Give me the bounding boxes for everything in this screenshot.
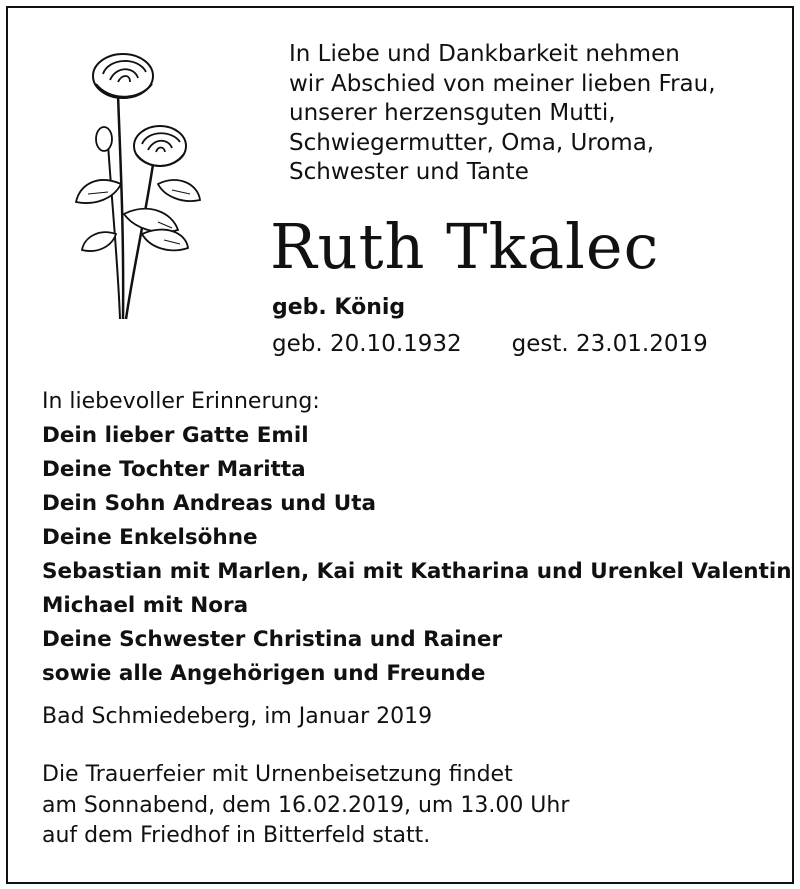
mourner-line: Deine Tochter Maritta — [42, 457, 306, 482]
intro-line: wir Abschied von meiner lieben Frau, — [289, 70, 716, 97]
intro-line: In Liebe und Dankbarkeit nehmen — [289, 41, 680, 67]
intro-line: Schwiegermutter, Oma, Uroma, — [289, 129, 655, 156]
death-date: gest. 23.01.2019 — [511, 331, 708, 357]
life-dates — [272, 331, 708, 357]
roses-icon — [68, 34, 208, 324]
intro-text — [289, 40, 716, 188]
place-date: Bad Schmiedeberg, im Januar 2019 — [42, 704, 433, 729]
mourner-line: sowie alle Angehörigen und Freunde — [42, 661, 486, 686]
funeral-line: Die Trauerfeier mit Urnenbeisetzung findet — [42, 762, 513, 787]
intro-line: unserer herzensguten Mutti, — [289, 100, 616, 126]
intro-line: Schwester und Tante — [289, 159, 529, 185]
birth-date: geb. 20.10.1932 — [272, 331, 462, 357]
funeral-line: auf dem Friedhof in Bitterfeld statt. — [42, 823, 431, 848]
mourner-line: Dein Sohn Andreas und Uta — [42, 491, 376, 516]
memory-heading: In liebevoller Erinnerung: — [42, 389, 320, 414]
mourner-line: Deine Schwester Christina und Rainer — [42, 627, 503, 652]
mourner-line: Sebastian mit Marlen, Kai mit Katharina und Urenkel Valentin — [42, 559, 792, 584]
maiden-name: geb. König — [272, 295, 406, 320]
funeral-line: am Sonnabend, dem 16.02.2019, um 13.00 Uhr — [42, 792, 570, 818]
mourner-line: Michael mit Nora — [42, 593, 249, 618]
mourner-line: Dein lieber Gatte Emil — [42, 423, 309, 448]
deceased-name: Ruth Tkalec — [270, 210, 660, 283]
mourner-line: Deine Enkelsöhne — [42, 525, 258, 550]
mourners-list — [42, 419, 792, 691]
funeral-info — [42, 760, 569, 852]
